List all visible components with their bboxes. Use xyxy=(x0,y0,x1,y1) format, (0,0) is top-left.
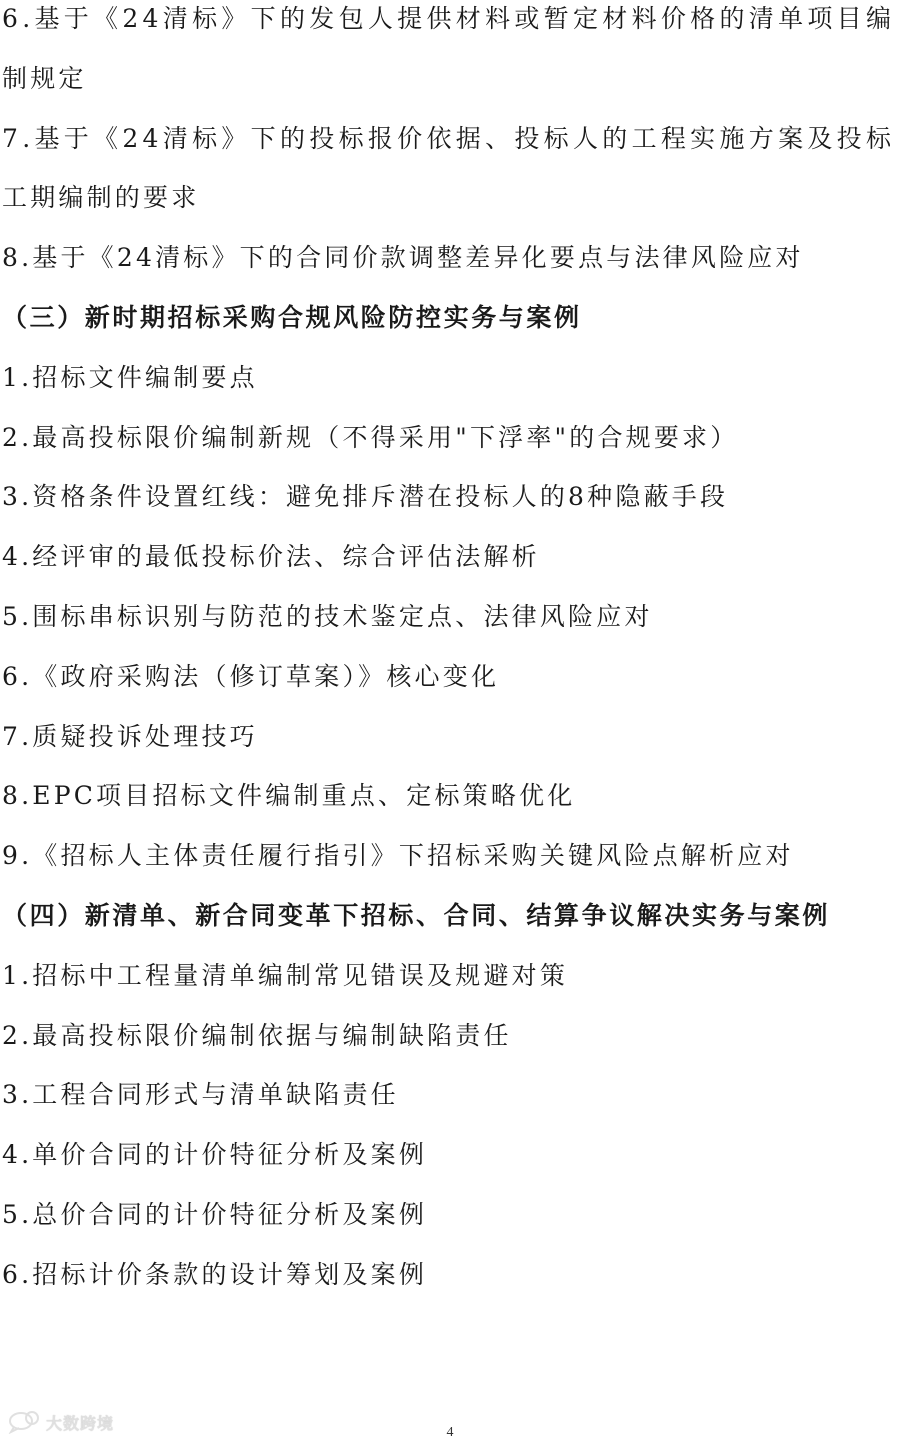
list-item: 5.总价合同的计价特征分析及案例 xyxy=(2,1199,428,1229)
list-item: 6.《政府采购法（修订草案）》核心变化 xyxy=(2,661,500,691)
list-item: 3.工程合同形式与清单缺陷责任 xyxy=(2,1080,399,1110)
list-item: 2.最高投标限价编制新规（不得采用"下浮率"的合规要求） xyxy=(2,422,739,452)
list-item: 4.经评审的最低投标价法、综合评估法解析 xyxy=(2,542,540,572)
list-item: 7.基于《24清标》下的投标报价依据、投标人的工程实施方案及投标 xyxy=(2,123,896,153)
section-heading: （四）新清单、新合同变革下招标、合同、结算争议解决实务与案例 xyxy=(2,900,831,930)
list-item: 6.基于《24清标》下的发包人提供材料或暂定材料价格的清单项目编 xyxy=(2,4,896,33)
page-number: 4 xyxy=(446,1425,454,1440)
list-item: 9.《招标人主体责任履行指引》下招标采购关键风险点解析应对 xyxy=(2,841,794,871)
section-heading: （三）新时期招标采购合规风险防控实务与案例 xyxy=(2,302,582,332)
list-item: 1.招标文件编制要点 xyxy=(2,362,258,392)
list-item: 3.资格条件设置红线：避免排斥潜在投标人的8种隐蔽手段 xyxy=(2,482,729,512)
watermark-text: 大数跨境 xyxy=(46,1413,115,1433)
list-item: 5.围标串标识别与防范的技术鉴定点、法律风险应对 xyxy=(2,601,653,631)
list-item: 8.EPC项目招标文件编制重点、定标策略优化 xyxy=(2,781,576,811)
list-item: 1.招标中工程量清单编制常见错误及规避对策 xyxy=(2,960,569,990)
list-item: 6.招标计价条款的设计筹划及案例 xyxy=(2,1259,428,1289)
list-item: 2.最高投标限价编制依据与编制缺陷责任 xyxy=(2,1020,512,1050)
list-item: 工期编制的要求 xyxy=(2,183,200,213)
list-item: 7.质疑投诉处理技巧 xyxy=(2,721,258,751)
list-item: 8.基于《24清标》下的合同价款调整差异化要点与法律风险应对 xyxy=(2,243,804,273)
list-item: 制规定 xyxy=(2,63,87,93)
document-body xyxy=(2,0,898,1305)
list-item: 4.单价合同的计价特征分析及案例 xyxy=(2,1140,428,1170)
